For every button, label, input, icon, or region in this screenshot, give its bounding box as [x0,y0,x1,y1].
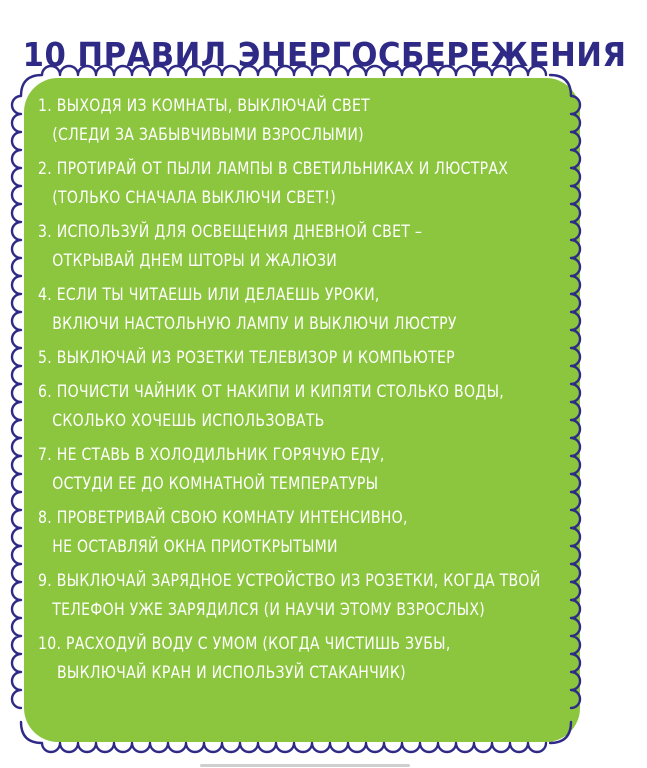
rule-item: 6. ПОЧИСТИ ЧАЙНИК ОТ НАКИПИ И КИПЯТИ СТОЛЬКО ВОДЫ, СКОЛЬКО ХОЧЕШЬ ИСПОЛЬЗОВАТЬ [38,382,505,431]
rule-item: 3. ИСПОЛЬЗУЙ ДЛЯ ОСВЕЩЕНИЯ ДНЕВНОЙ СВЕТ – ОТКРЫВАЙ ДНЕМ ШТОРЫ И ЖАЛЮЗИ [38,222,423,271]
rules-list [38,92,578,688]
bottom-divider [200,764,410,767]
rule-item: 7. НЕ СТАВЬ В ХОЛОДИЛЬНИК ГОРЯЧУЮ ЕДУ, ОСТУДИ ЕЕ ДО КОМНАТНОЙ ТЕМПЕРАТУРЫ [38,445,385,494]
rule-item: 5. ВЫКЛЮЧАЙ ИЗ РОЗЕТКИ ТЕЛЕВИЗОР И КОМПЬЮТЕР [38,348,455,368]
rule-item: 4. ЕСЛИ ТЫ ЧИТАЕШЬ ИЛИ ДЕЛАЕШЬ УРОКИ, ВКЛЮЧИ НАСТОЛЬНУЮ ЛАМПУ И ВЫКЛЮЧИ ЛЮСТРУ [38,285,457,334]
page-title: 10 ПРАВИЛ ЭНЕРГОСБЕРЕЖЕНИЯ [22,35,627,75]
rule-item: 10. РАСХОДУЙ ВОДУ С УМОМ (КОГДА ЧИСТИШЬ ЗУБЫ, ВЫКЛЮЧАЙ КРАН И ИСПОЛЬЗУЙ СТАКАНЧИК) [38,634,451,683]
rule-item: 1. ВЫХОДЯ ИЗ КОМНАТЫ, ВЫКЛЮЧАЙ СВЕТ (СЛЕДИ ЗА ЗАБЫВЧИВЫМИ ВЗРОСЛЫМИ) [38,96,370,145]
rule-item: 9. ВЫКЛЮЧАЙ ЗАРЯДНОЕ УСТРОЙСТВО ИЗ РОЗЕТКИ, КОГДА ТВОЙ ТЕЛЕФОН УЖЕ ЗАРЯДИЛСЯ (И НАУЧИ ЭТОМУ ВЗРОСЛЫХ) [38,571,541,620]
rule-item: 8. ПРОВЕТРИВАЙ СВОЮ КОМНАТУ ИНТЕНСИВНО, НЕ ОСТАВЛЯЙ ОКНА ПРИОТКРЫТЫМИ [38,508,408,557]
rule-item: 2. ПРОТИРАЙ ОТ ПЫЛИ ЛАМПЫ В СВЕТИЛЬНИКАХ И ЛЮСТРАХ (ТОЛЬКО СНАЧАЛА ВЫКЛЮЧИ СВЕТ!) [38,159,509,208]
